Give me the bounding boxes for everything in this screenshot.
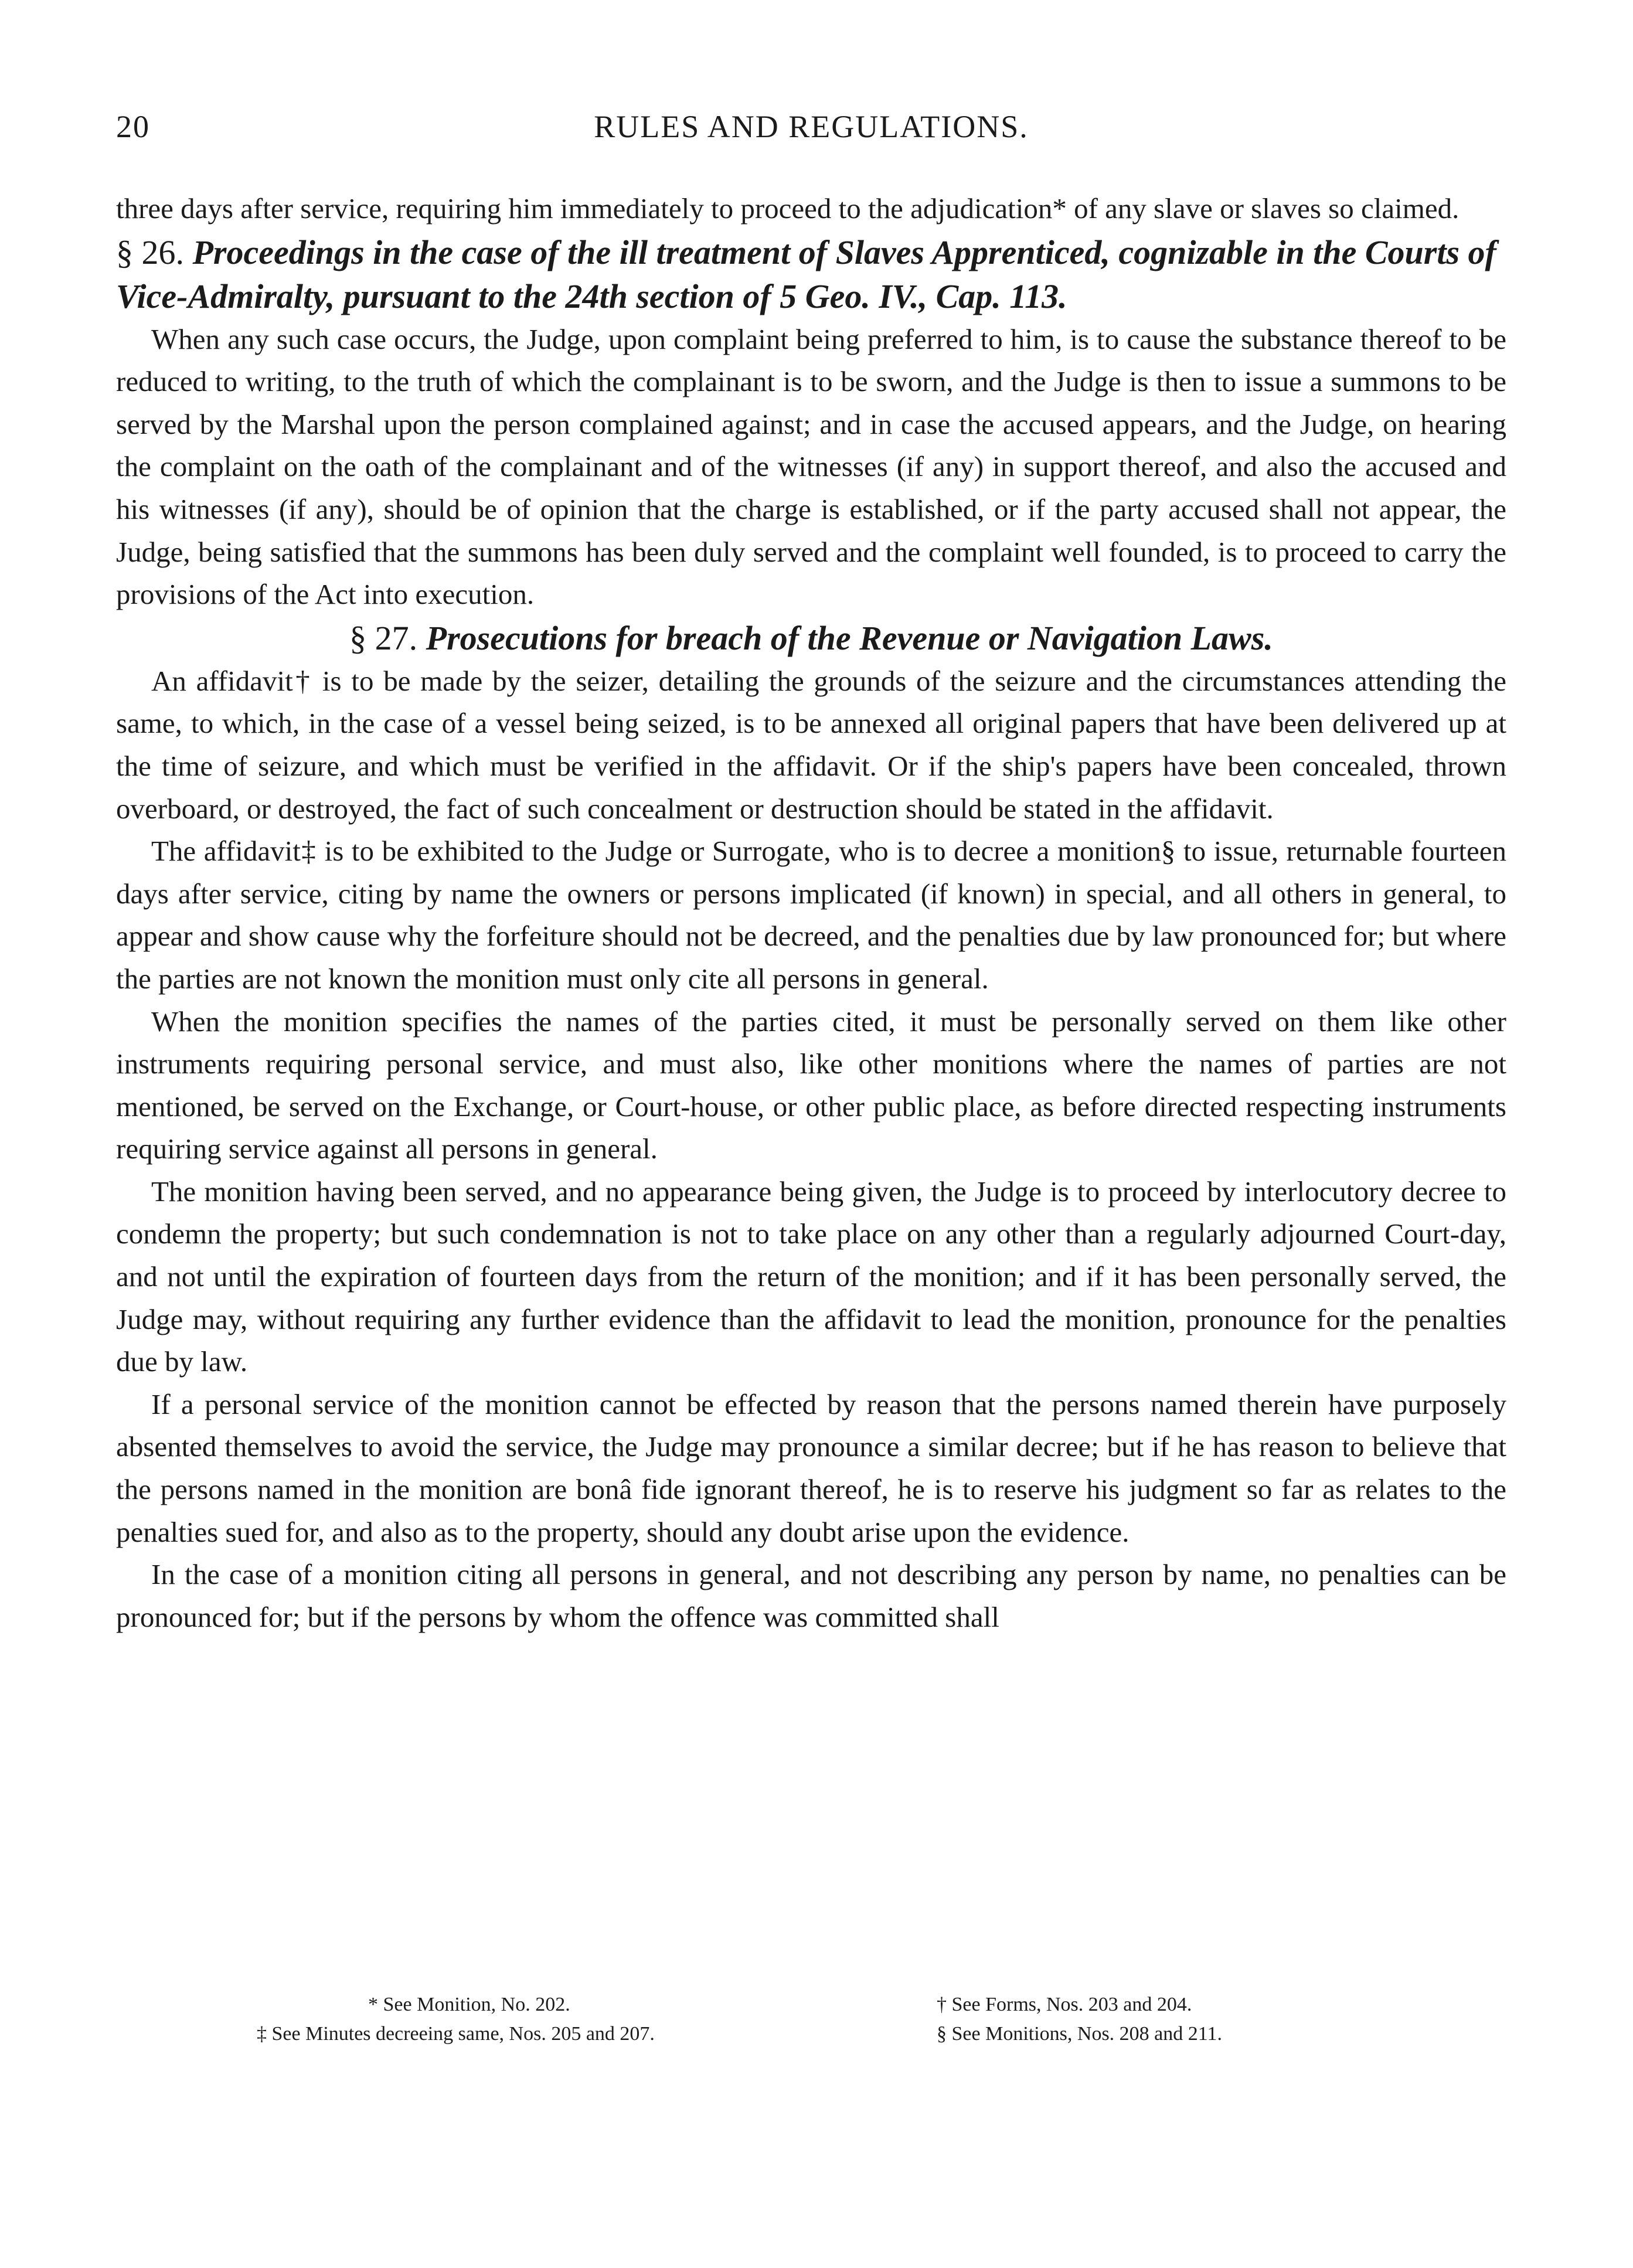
paragraph: The monition having been served, and no appearance being given, the Judge is to proceed by interlocutory decree to condemn the property; but such condemnation is not to take place on any other than a regularly adjourned Court-day, and not until the expiration of fourteen days from the return of the monition; and if it has been personally served, the Judge may, without requiring any further evidence than the affidavit to lead the monition, pronounce for the penalties due by law. xyxy=(116,1175,1506,1378)
footnote-section: § See Monitions, Nos. 208 and 211. xyxy=(937,2023,1223,2045)
footnote-double-dagger: ‡ See Minutes decreeing same, Nos. 205 and 207. xyxy=(257,2023,655,2045)
paragraph: When any such case occurs, the Judge, upon complaint being preferred to him, is to cause the substance thereof to be reduced to writing, to the truth of which the complainant is to be sworn, and the Judge is then to issue a summons to be served by the Marshal upon the person complained against; and in case the accused appears, and the Judge, on hearing the complaint on the oath of the complainant and of the witnesses (if any) in support thereof, and also the accused and his witnesses (if any), should be of opinion that the charge is established, or if the party accused shall not appear, the Judge, being satisfied that the summons has been duly served and the complaint well founded, is to proceed to carry the provisions of the Act into execution. xyxy=(116,322,1506,611)
paragraph: An affidavit† is to be made by the seizer, detailing the grounds of the seizure and the circumstances attending the same, to which, in the case of a vessel being seized, is to be annexed all original papers that have been delivered up at the time of seizure, and which must be verified in the affidavit. Or if the ship's papers have been concealed, thrown overboard, or destroyed, the fact of such concealment or destruction should be stated in the affidavit. xyxy=(116,664,1506,825)
continuation-paragraph: three days after service, requiring him immediately to proceed to the adjudication* of any slave or slaves so claimed. xyxy=(116,192,1460,225)
paragraph: When the monition specifies the names of the parties cited, it must be personally served on them like other instruments requiring personal service, and must also, like other monitions where the names of parties are not mentioned, be served on the Exchange, or Court-house, or other public place, as before directed respecting instruments requiring service against all persons in general. xyxy=(116,1005,1506,1165)
footnote-star: * See Monition, No. 202. xyxy=(368,1994,570,2015)
running-header xyxy=(116,108,1506,155)
section-heading-26 xyxy=(116,230,1506,318)
paragraph: The affidavit‡ is to be exhibited to the Judge or Surrogate, who is to decree a monition§ to issue, returnable fourteen days after service, citing by name the owners or persons implicated (if known) in special, and all others in general, to appear and show cause why the forfeiture should not be decreed, and the penalties due by law pronounced for; but where the parties are not known the monition must only cite all persons in general. xyxy=(116,835,1506,995)
section-title: Proceedings in the case of the ill treatment of Slaves Apprenticed, cognizable in the Courts of Vice-Admiralty, pursuant to the 24th section of 5 Geo. IV., Cap. 113. xyxy=(116,233,1496,315)
footnote-dagger: † See Forms, Nos. 203 and 204. xyxy=(937,1994,1192,2015)
paragraph: If a personal service of the monition cannot be effected by reason that the persons named therein have purposely absented themselves to avoid the service, the Judge may pronounce a similar decree; but if he has reason to believe that the persons named in the monition are bonâ fide ignorant thereof, he is to reserve his judgment so far as relates to the penalties sued for, and also as to the property, should any doubt arise upon the evidence. xyxy=(116,1388,1506,1548)
section-mark: § 27. xyxy=(349,618,418,657)
running-title: RULES AND REGULATIONS. xyxy=(594,109,1029,144)
body-text xyxy=(116,188,1506,1638)
section-title: Prosecutions for breach of the Revenue or Navigation Laws. xyxy=(426,618,1273,657)
section-heading-27 xyxy=(116,616,1506,660)
section-mark: § 26. xyxy=(116,233,184,271)
paragraph: In the case of a monition citing all persons in general, and not describing any person by name, no penalties can be pronounced for; but if the persons by whom the offence was committed shall xyxy=(116,1558,1506,1633)
page-number: 20 xyxy=(116,109,150,144)
